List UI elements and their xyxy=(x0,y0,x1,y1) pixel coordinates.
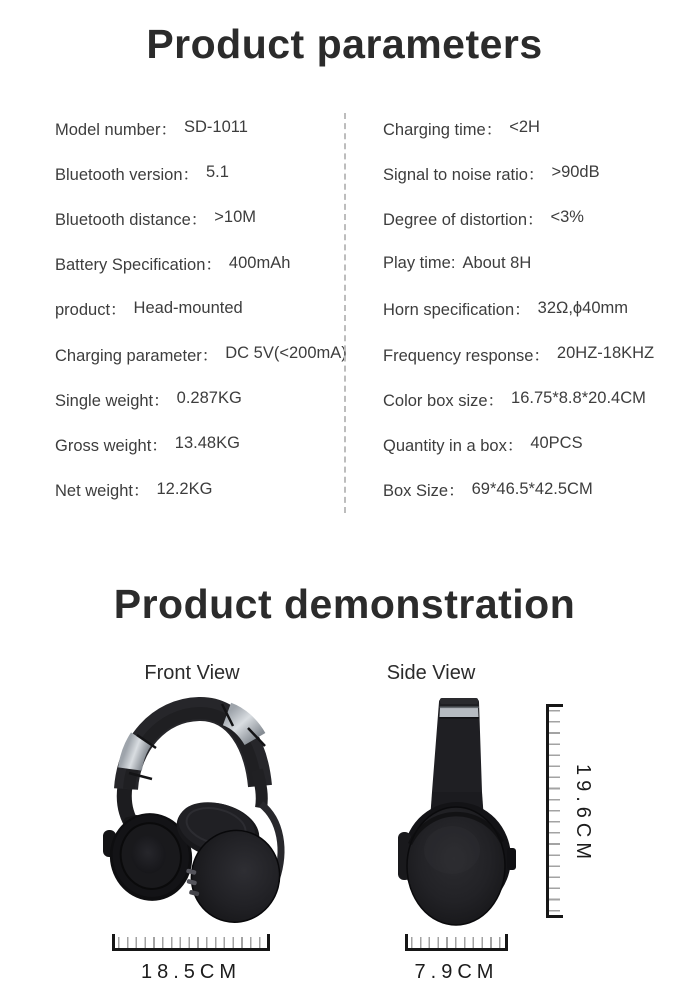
spec-row-horn-specification xyxy=(383,286,673,331)
spec-row-frequency-response xyxy=(383,331,673,376)
spec-value: 5.1 xyxy=(206,163,229,182)
spec-label: Single weight： xyxy=(55,391,170,410)
demonstration-title: Product demonstration xyxy=(113,581,576,627)
spec-label: Frequency response： xyxy=(383,346,550,365)
front-width-ruler xyxy=(112,934,270,951)
spec-row-bluetooth-version xyxy=(55,150,335,195)
spec-label: Signal to noise ratio： xyxy=(383,165,545,184)
spec-row-charging-time xyxy=(383,105,673,150)
spec-row-single-weight xyxy=(55,376,335,421)
front-width-dimension-label: 18.5CM xyxy=(140,961,242,983)
spec-row-quantity-in-box xyxy=(383,421,673,466)
spec-value: >90dB xyxy=(551,163,600,182)
spec-label: Battery Specification： xyxy=(55,256,222,275)
height-dimension-label: 19.6CM xyxy=(572,764,594,865)
front-view-label: Front View xyxy=(144,662,240,684)
spec-row-play-time xyxy=(383,241,673,286)
spec-value: 0.287KG xyxy=(176,389,242,408)
spec-value: About 8H xyxy=(462,253,532,272)
spec-label: Play time: xyxy=(383,253,456,272)
spec-label: Gross weight： xyxy=(55,436,168,455)
spec-row-gross-weight xyxy=(55,421,335,466)
side-width-dimension-label: 7.9CM xyxy=(414,961,499,983)
spec-label: Box Size： xyxy=(383,482,465,501)
column-divider xyxy=(344,113,346,513)
spec-value: SD-1011 xyxy=(183,118,248,137)
side-view-image xyxy=(398,692,530,937)
side-width-ruler xyxy=(405,934,508,951)
spec-value: 16.75*8.8*20.4CM xyxy=(511,389,646,408)
spec-row-model-number xyxy=(55,105,335,150)
front-view-image xyxy=(85,690,330,935)
spec-row-net-weight xyxy=(55,467,335,512)
spec-label: Charging time： xyxy=(383,120,503,139)
spec-row-battery xyxy=(55,241,335,286)
parameters-title: Product parameters xyxy=(146,21,543,67)
spec-label: Horn specification： xyxy=(383,301,531,320)
spec-label: Net weight： xyxy=(55,482,150,501)
spec-value: 69*46.5*42.5CM xyxy=(471,479,593,498)
spec-value: 32Ω,ϕ40mm xyxy=(537,298,629,317)
spec-label: Bluetooth version： xyxy=(55,165,199,184)
spec-row-color-box-size xyxy=(383,376,673,421)
spec-label: Charging parameter： xyxy=(55,346,219,365)
spec-value: 12.2KG xyxy=(156,479,213,498)
spec-label: product： xyxy=(55,301,127,320)
height-ruler xyxy=(546,704,563,918)
spec-column-right xyxy=(383,105,673,512)
spec-value: Head-mounted xyxy=(133,298,243,317)
spec-value: 40PCS xyxy=(530,434,583,453)
spec-row-product-type xyxy=(55,286,335,331)
spec-row-box-size xyxy=(383,467,673,512)
spec-value: <3% xyxy=(550,208,584,227)
spec-label: Quantity in a box： xyxy=(383,436,524,455)
spec-row-distortion xyxy=(383,195,673,240)
spec-row-bluetooth-distance xyxy=(55,195,335,240)
spec-value: 20HZ-18KHZ xyxy=(556,344,655,363)
spec-row-snr xyxy=(383,150,673,195)
spec-label: Bluetooth distance： xyxy=(55,210,208,229)
spec-label: Color box size： xyxy=(383,391,505,410)
side-view-label: Side View xyxy=(386,662,476,684)
spec-column-left xyxy=(55,105,347,512)
spec-value: 13.48KG xyxy=(174,434,240,453)
spec-value: >10M xyxy=(214,208,256,227)
spec-label: Model number： xyxy=(55,120,177,139)
spec-value: DC 5V(<200mA) xyxy=(225,344,347,363)
spec-row-charging-parameter xyxy=(55,331,347,376)
spec-label: Degree of distortion： xyxy=(383,210,544,229)
spec-value: <2H xyxy=(509,118,540,137)
spec-value: 400mAh xyxy=(228,253,291,272)
